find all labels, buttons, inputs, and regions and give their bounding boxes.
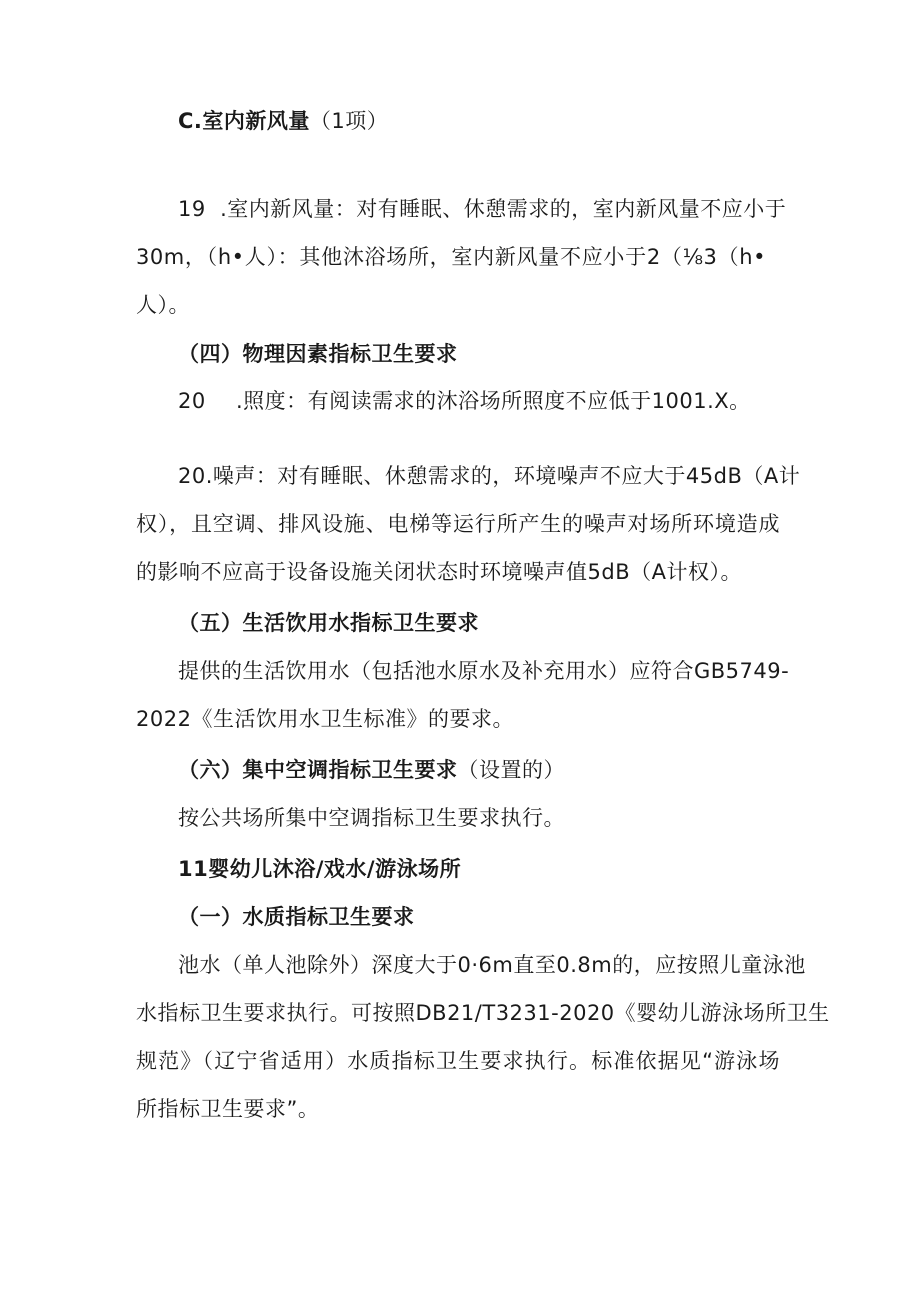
item-20-illuminance	[178, 386, 751, 416]
section-5-heading: （五）生活饮用水指标卫生要求	[178, 611, 479, 635]
item-20-number: 20	[178, 389, 206, 413]
section-11-1-line-2: 水指标卫生要求执行。可按照DB21/T3231-2020《婴幼儿游泳场所卫生	[136, 1001, 830, 1025]
section-11-1-line-3: 规范》（辽宁省适用）水质指标卫生要求执行。标准依据见“游泳场	[136, 1049, 780, 1073]
item-19-line-2: 30m，（h•人）：其他沐浴场所，室内新风量不应小于2（⅛3（h•	[136, 245, 766, 269]
section-4-heading: （四）物理因素指标卫生要求	[178, 342, 458, 366]
section-5-line-2: 2022《生活饮用水卫生标准》的要求。	[136, 707, 514, 731]
section-c-count: （1项）	[309, 109, 389, 133]
section-11-1-heading: （一）水质指标卫生要求	[178, 905, 415, 929]
section-11-heading: 11婴幼儿沐浴/戏水/游泳场所	[178, 857, 462, 881]
section-c-title	[178, 106, 388, 136]
item-20-noise-line-1: 20.噪声：对有睡眠、休憩需求的，环境噪声不应大于45dB（A计	[178, 464, 801, 488]
section-6-heading: （六）集中空调指标卫生要求	[178, 758, 458, 782]
item-20-text: .照度：有阅读需求的沐浴场所照度不应低于1001.X。	[236, 389, 751, 413]
section-6-suffix: （设置的）	[457, 758, 565, 782]
section-6-line-1: 按公共场所集中空调指标卫生要求执行。	[178, 806, 565, 830]
item-19-line-1: 19 .室内新风量：对有睡眠、休憩需求的，室内新风量不应小于	[178, 197, 787, 221]
item-19-line-3: 人）。	[136, 293, 190, 317]
section-6-title	[178, 755, 565, 785]
item-20-noise-line-2: 权），且空调、排风设施、电梯等运行所产生的噪声对场所环境造成	[136, 512, 780, 536]
section-5-line-1: 提供的生活饮用水（包括池水原水及补充用水）应符合GB5749-	[178, 659, 790, 683]
section-11-1-line-1: 池水（单人池除外）深度大于0·6m直至0.8m的，应按照儿童泳池	[178, 953, 806, 977]
section-c-heading: C.室内新风量	[178, 109, 310, 133]
item-20-noise-line-3: 的影响不应高于设备设施关闭状态时环境噪声值5dB（A计权）。	[136, 560, 742, 584]
section-11-1-line-4: 所指标卫生要求”。	[136, 1097, 320, 1121]
